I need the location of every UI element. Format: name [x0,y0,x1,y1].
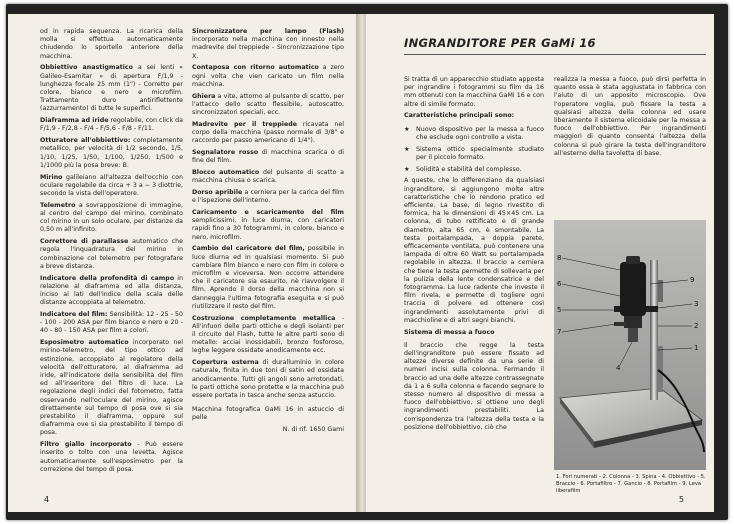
svg-text:3: 3 [694,300,699,308]
star-bullet-icon: ★ [404,125,410,133]
body-paragraph: A queste, che lo differenziano da qualsiasi ingranditore, si aggiungono molte altre caratteristiche che lo rendono pratico ed efficiente. La base, di legno rivestito di formica, ha le dimensioni di 45×45 cm. La colonna, di tubo rettificato e di grande diametro, alta 65 cm, è smontabile. La testa portalampada, a doppia parete, efficacemente ventilata, può contenere una lampada di oltre 60 Watt su portalampada regolabile in altezza. Il braccio a cerniera che tiene la testa permette di sollevarla per la pulizia della lente condensatrice e del fotogramma. La luce radente che investe il film rivela, e permette di togliere ogni traccia di polvere ed ottenere così ingrandimenti assolutamente privi di macchioline e di altri segni bianchi. [404,177,544,324]
spec-paragraph [40,174,183,199]
spec-paragraph [192,149,344,165]
spec-paragraph [40,64,183,113]
lens [628,328,638,342]
spec-text: di macchina scarica o di fine del film. [192,149,344,165]
svg-text:8: 8 [557,254,562,262]
page-number-right: 5 [678,495,684,504]
spec-heading: Telemetro [40,201,76,209]
spec-paragraph [192,359,344,400]
spec-heading: Contaposa con ritorno automatico [192,64,319,72]
spec-text: - All'infuori delle parti ottiche e degli isolanti per il circuito del Flash, tutte le altre parti sono di metallo: acciai inossidabili, bronzo fosforoso, leghe leggere ossidate anodicamente ecc. [192,314,344,355]
spec-paragraph [192,189,344,205]
feature-item: ★ Solidità e stabilità del complesso. [404,165,522,173]
spec-text: a cerniera per la carica del film e l'ispezione dell'interno. [192,189,345,205]
page-number-left: 4 [44,495,50,504]
spec-text: del pulsante di scatto a macchina chiusa o scarica. [192,169,344,185]
spec-paragraph [40,238,183,271]
spec-paragraph [40,441,183,474]
right-column-2 [554,76,706,162]
spec-text: semplicissimi, in luce diurna, con caricatori rapidi fino a 30 fotogrammi, in colore, bianco e nero, microfilm. [192,217,344,241]
spec-paragraph [40,28,183,61]
focus-paragraph: Il braccio che regge la testa dell'ingranditore può essere fissato ad altezze diverse definite da una serie di numeri incisi sulla colonna. Fermando il braccio ad una delle altezze contrassegnate da 1 a 6 sulla colonna e facendo segnare lo stesso numero al dispositivo di messa a fuoco dell'obbiettivo, si ottiene uno degli ingrandimenti prestabiliti. La corrispondenza tra l'altezza della testa e la posizione dell'obbiettivo, ciò che [404,341,544,431]
spec-paragraph [40,202,183,235]
svg-text:1: 1 [694,344,699,352]
spec-text: a zero ogni volta che vien caricato un film nella macchina. [192,64,344,88]
code-suffix: Gami [327,426,344,434]
spec-paragraph [192,315,344,356]
enlarger-photo [554,220,706,470]
spec-text: di duralluminio in colore naturale, finita in due toni di satin ed ossidata anodicamente. Tutti gli angoli sono arrotondati, le parti ottiche sono protette e la macchina può essere portata in tasca anche senza astuccio. [192,359,344,400]
enlarger-column [650,260,658,400]
spec-text: a sovrapposizione di immagine, al centro del campo del mirino, combinato col mirino in un solo oculare, per distanze da 0,50 m all'infinito. [40,201,183,234]
spec-paragraph [192,169,344,185]
enlarger-illustration [554,220,706,470]
right-column-1 [404,76,544,436]
spec-paragraph [192,64,344,89]
spec-paragraph [40,137,183,170]
svg-text:7: 7 [557,328,562,336]
spec-heading: Ghiera [192,92,216,100]
spec-paragraph [40,339,183,437]
spec-text: in relazione al diaframma ed alla distanza, inciso ai lati dell'indice della scala delle distanze accoppiata al telemetro. [40,274,183,307]
spec-heading: Costruzione completamente metallica [192,314,336,322]
features-heading: Caratteristiche principali sono: [404,112,515,120]
spec-heading: Madrevite per il treppiede [192,120,298,128]
spec-paragraph [40,117,183,133]
spec-text: a sei lenti « Galileo-Esamitar » di apertura F/1,9 - lunghezza focale 25 mm (1") - Corretto per colore, bianco e nero e microfilm. Trattamento duro antiriflettente (azzurramento) di tutte le superfici. [40,64,183,113]
svg-text:9: 9 [690,276,695,284]
spec-heading: Blocco automatico [192,169,260,177]
spec-heading: Filtro giallo incorporato [40,441,132,449]
spec-heading: Esposimetro automatico [40,339,129,347]
feature-item: ★ Sistema ottico specialmente studiato per il piccolo formato. [404,145,544,161]
spec-heading: Segnalatore rosso [192,149,259,157]
spec-text: od in rapida sequenza. La ricarica della molla si effettua automaticamente chiudendo lo sportello anteriore della macchina. [40,28,183,60]
spec-text: a vite, attorno al pulsante di scatto, per l'attacco dello scatto flessibile, autoscatto, sincronizzatori speciali, ecc. [192,92,344,117]
spec-paragraph [40,275,183,308]
spec-paragraph [192,28,344,61]
spec-paragraph [40,311,183,336]
spec-heading: Caricamento e scaricamento del film [192,209,344,217]
code-number: 1650 [309,426,326,434]
focus-heading: Sistema di messa a fuoco [404,328,495,336]
spec-heading: Sincronizzatore per lampo (Flash) [192,28,344,35]
svg-text:2: 2 [694,322,699,330]
star-bullet-icon: ★ [404,145,410,153]
title-divider [404,54,706,55]
spec-paragraph [192,209,344,242]
lamp-head [620,262,646,316]
spec-heading: Correttore di parallasse [40,238,129,246]
spec-heading: Mirino [40,173,63,181]
spec-heading: Diaframma ad iride [40,117,109,125]
right-page [366,14,714,512]
spec-text: possibile in luce diurna ed in qualsiasi momento. Si può cambiare film bianco e nero con film in colore o microfilm e viceversa. Non occorre attendere che il caricatore sia esaurito, nè riavvolgere il film. Aprendo il dorso della macchina non si danneggia l'ultima fotografia eseguita e si può riutilizzare il resto del film. [192,245,344,310]
spec-text: completamente metallico, per velocità di 1/2 secondo, 1/5, 1/10, 1/25, 1/50, 1/100, 1/250, 1/500 e 1/1000 più la posa breve: B. [40,137,183,169]
spec-text: regolabile, con click da F/1,9 - F/2,8 - F/4 - F/5,6 - F/8 - F/11. [40,117,183,133]
svg-text:5: 5 [557,306,562,314]
spec-heading: Dorso apribile [192,189,243,197]
spec-heading: Indicatore della profondità di campo [40,274,175,282]
spec-text: automatico che regola l'inquadratura del mirino in combinazione col telemetro per fotografare a breve distanza. [40,238,183,270]
left-page [8,14,358,512]
spec-heading: Indicatore del film: [40,311,108,319]
spec-text: ricavata nel corpo della macchina (passo normale di 3/8" e raccordo per passo americano di 1/4"). [192,120,344,145]
page-title: INGRANDITORE PER GaMi 16 [404,36,596,50]
spec-text: - Può essere inserito o tolto con una levetta. Agisce automaticamente sull'esposimetro per la correzione del tempo di posa. [40,441,183,473]
left-column-1 [40,28,183,478]
spec-paragraph [192,93,344,118]
svg-text:6: 6 [557,280,562,288]
spec-heading: Otturatore all'obbiettivo: [40,137,131,145]
code-prefix: N. di rif. [282,426,308,434]
spec-paragraph [192,121,344,146]
star-bullet-icon: ★ [404,165,410,173]
spec-text: incorporato nel mirino-telemetro, del tipo ottico ad estinzione, accoppiato al regolatore della velocità dell'otturatore, al diaframma ad iride, all'indicatore della sensibilità del film ed all'inseritore del filtro di luce. La regolazione degli indici del fotometro, fatta osservando nell'oculare del mirino, agisce direttamente sul tempo di posa ove si sia prestabilito il diaframma, oppure sul diaframma ove si sia prestabilito il tempo di posa. [40,339,183,437]
spec-paragraph [192,245,344,311]
spec-text: Sensibilità: 12 - 25 - 50 - 100 - 200 ASA per film bianco e nero e 20 - 40 - 80 - 150 ASA per film a colori. [40,311,183,335]
photo-caption: 1. Fori numerati - 2. Colonna - 3. Spina - 4. Obbiettivo - 5. Braccio - 6. Portafiltro - 7. Gancio - 8. Portafilm - 9. Leva liberafilm [556,474,706,494]
spec-heading: Obbiettivo anastigmatico [40,64,133,72]
product-code-label: Macchina fotografica GaMi 16 in astuccio di pelle [192,406,344,422]
spec-heading: Copertura esterna [192,359,259,367]
feature-item: ★ Nuovo dispositivo per la messa a fuoco che esclude ogni controllo a vista. [404,125,544,141]
left-column-2 [192,28,344,438]
spec-heading: Cambio del caricatore del film, [192,245,305,253]
spec-text: galileiano all'altezza dell'occhio con oculare regolabile da circa + 3 a − 3 diottrie, secondo la vista dell'operatore. [40,173,183,198]
svg-text:4: 4 [616,364,621,372]
spec-text: incorporato nella macchina con innesto nella madrevite del treppiede - Sincronizzazione tipo X. [192,36,344,60]
product-code [192,426,344,434]
continued-paragraph: realizza la messa a fuoco, può dirsi perfetta in quanto essa è stata aggiustata in fabbrica con l'aiuto di un apposito microscopio. Ove l'operatore voglia, può fissare la testa a qualsiasi altezza della colonna ed usare liberamente il sistema elicoidale per la messa a fuoco dell'obbiettivo. Per ingrandimenti maggiori di quanto consenta l'altezza della colonna si può girare la testa dell'ingranditore all'esterno della tavoletta di base. [554,76,706,157]
intro-paragraph: Si tratta di un apparecchio studiato apposta per ingrandire i fotogrammi su film da 16 mm ottenuti con la macchina GaMi 16 e con altre di simile formato. [404,76,544,108]
